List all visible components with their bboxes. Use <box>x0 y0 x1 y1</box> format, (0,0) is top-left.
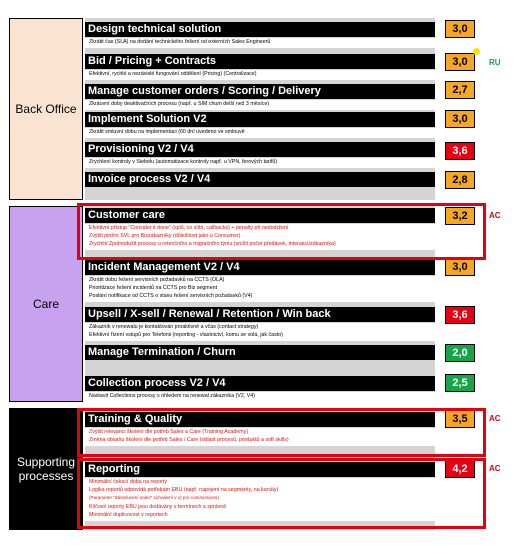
row-line: Efektivní, rychlé a nezávislé fungování oddělení (Pricing) (Centralizace) <box>89 71 257 77</box>
row-lines-provisioning <box>85 158 435 168</box>
row-lines-upsell <box>85 323 435 341</box>
tag-ac-reporting: AC <box>489 464 501 473</box>
score-invoice: 2,8 <box>445 171 475 189</box>
highlight-reporting <box>77 458 486 529</box>
score-upsell: 3,6 <box>445 306 475 324</box>
row-title-manage-orders: Manage customer orders / Scoring / Delivery <box>85 84 435 99</box>
row-line: Logika reportů odpovídá potřebám EBU (např. napojení na segmenty, na kanály) <box>89 487 279 494</box>
tag-ru: RU <box>489 58 501 67</box>
score-termination: 2,0 <box>445 344 475 362</box>
row-title-termination: Manage Termination / Churn <box>85 345 435 360</box>
row-line: Zkrátit smluvní dobu na implementaci (60 dní uvedeno ve smlouvě <box>89 129 245 135</box>
row-line: Zkrátit dobu řešení servisních požadavků na CCTS (OLA) <box>89 277 225 283</box>
highlight-training <box>77 408 486 457</box>
row-title-bid: Bid / Pricing + Contracts <box>85 54 435 69</box>
row-lines-design <box>85 38 435 48</box>
score-design: 3,0 <box>445 20 475 38</box>
row-line: Zkrácení doby deaktivačních procesu (např. u SIM chum delší než 3 měsíce) <box>89 101 270 107</box>
row-title-implement: Implement Solution V2 <box>85 112 435 127</box>
row-line: Nastavit Collections procesy s ohledem na renewal zákazníka (V2, V4) <box>89 393 256 399</box>
row-line: Minimální čekací doba na reporty <box>89 479 168 485</box>
row-title-incident: Incident Management V2 / V4 <box>85 260 435 275</box>
section-supporting-label: Supporting processes <box>16 455 76 483</box>
highlight-customer-care <box>77 203 486 260</box>
row-line: Zkrátit čas (SLA) na dodání technického řešení od externích Sales Engineerů <box>89 39 271 45</box>
row-title-invoice: Invoice process V2 / V4 <box>85 172 435 187</box>
row-line: Zrychlení kontroly v Siebelu (automatizace kontroly např. u VPN, ferových tarifů) <box>89 159 278 165</box>
tag-ac-training: AC <box>489 414 501 423</box>
score-bid: 3,0 <box>445 53 475 71</box>
row-line: Zvýšit relevanci školení dle potřeb Sales a Care (Training Academy) <box>89 429 249 435</box>
row-title-provisioning: Provisioning V2 / V4 <box>85 142 435 157</box>
row-line: Klíčové reporty EBU jsou dodávány v termínech a správně <box>89 503 227 510</box>
row-line: Zákazník v renewalu je kontaktován proaktivně a včas (contact strategy) <box>89 324 259 330</box>
row-line: (Parameter "Zásmluvení sales" schválení v v) pro commissions) <box>89 495 219 501</box>
score-customer-care: 3,2 <box>445 207 475 225</box>
section-care <box>9 206 83 402</box>
star-icon <box>473 48 480 55</box>
score-collection: 2,5 <box>445 374 475 392</box>
score-training: 3,5 <box>445 410 475 428</box>
row-line: Poslání notifikace od CCTS o stavu řešení servisních požadavků (V4) <box>89 293 253 300</box>
row-line: Prioritizace řešení incidentů na CCTS pro Biz segment <box>89 285 218 292</box>
row-line: Minimální duplicovost v reportech <box>89 511 168 518</box>
score-incident: 3,0 <box>445 258 475 276</box>
score-provisioning: 3,6 <box>445 142 475 160</box>
row-title-design: Design technical solution <box>85 22 435 37</box>
row-line: Zvýšit plnění SVL pro Bizzákazníky (důležitost jako u Consumer) <box>89 233 241 240</box>
row-title-reporting: Reporting <box>85 462 435 477</box>
row-line: Zrychlit/ Zjednodušit procesy u retenčního a migračního týmu (snížit počet předávek, interakcí/zákazníka) <box>89 241 336 248</box>
row-title-collection: Collection process V2 / V4 <box>85 376 435 391</box>
row-line: Efektivní řízení vstupů pro Telefonii (reporting - vlastnictví, komu se volá, jak často) <box>89 332 283 339</box>
row-title-training: Training & Quality <box>85 412 435 427</box>
row-title-upsell: Upsell / X-sell / Renewal / Retention / Win back <box>85 307 435 322</box>
score-implement: 3,0 <box>445 110 475 128</box>
section-back-office-label: Back Office <box>15 102 77 116</box>
row-lines-bid <box>85 70 435 80</box>
tag-ac-customer-care: AC <box>489 211 501 220</box>
section-supporting <box>9 408 83 530</box>
row-lines-manage-orders <box>85 100 435 110</box>
section-back-office <box>9 18 83 200</box>
row-lines-implement <box>85 128 435 138</box>
row-line: Změna obsahu školení dle potřeb Sales / Care (oblast procesů, produktů a soft skills) <box>89 437 289 444</box>
score-manage-orders: 2,7 <box>445 81 475 99</box>
row-lines-incident <box>85 276 435 302</box>
row-lines-collection <box>85 392 435 402</box>
section-care-label: Care <box>32 297 59 311</box>
row-line: Efektivní přístup "Consider it done" (spíš, co slíbí, callbacks) + penalty při nedodržení <box>89 225 289 231</box>
row-title-customer-care: Customer care <box>85 208 435 223</box>
score-reporting: 4,2 <box>445 460 475 478</box>
